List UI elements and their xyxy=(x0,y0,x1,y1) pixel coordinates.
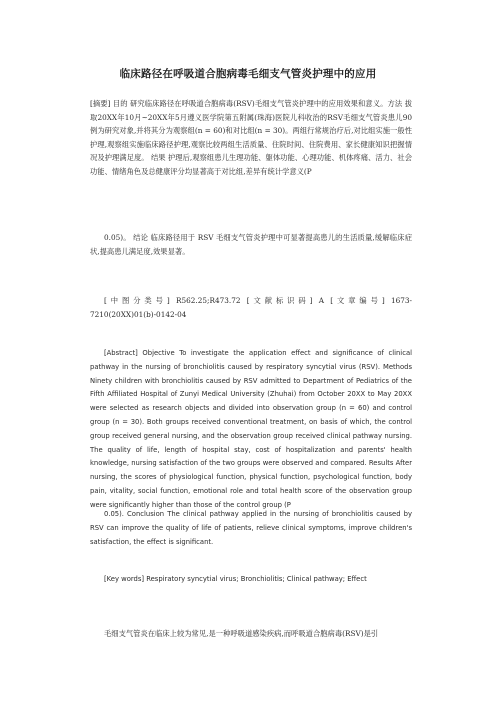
abstract-en-part2: 0.05). Conclusion The clinical pathway applied in the nursing of bronchiolitis caused by RSV can improve the quality of life of patients, relieve clinical symptoms, improve children's satisfaction, the effect is significant. xyxy=(90,510,412,546)
keywords-text: [Key words] Respiratory syncytial virus; Bronchiolitis; Clinical pathway; Effect xyxy=(104,575,367,583)
abstract-en-part1: [Abstract] Objective To investigate the application effect and significance of clinical pathway in the nursing of bronchiolitis caused by respiratory syncytial virus (RSV). Methods Ninety children with bronchiolitis caused by RSV admitted to Department of Pediatrics of the Fifth Affiliated Hospital of Zunyi Medical University (Zhuhai) from October 20XX to May 20XX were selected as research objects and divided into observation group (n = 60) and control group (n = 30). Both groups received conventional treatment, on basis of which, the control group received general nursing, and the observation group received clinical pathway nursing. The quality of life, length of hospital stay, cost of hospitalization and parents' health knowledge, nursing satisfaction of the two groups were observed and compared. Results After nursing, the scores of physiological function, physical function, psychological function, body pain, vitality, social function, emotional role and total health score of the observation group were significantly higher than those of the control group (P xyxy=(90,349,412,509)
abstract-cn-part1: [摘要] 目的 研究临床路径在呼吸道合胞病毒(RSV)毛细支气管炎护理中的应用效果和意义。方法 拔取20XX年10月~20XX年5月遵义医学院第五附属(珠海)医院儿科收治的RSV毛细支气管炎患儿90例为研究对象,并将其分为观察组(n = 60)和对比组(n = 30)。两组行常规治疗后,对比组实施一般性护理,观察组实施临床路径护理,观察比较两组生活质量、住院时间、住院费用、家长健康知识把握情况及护理满足度。 结果 护理后,观察组患儿生理功能、躯体功能、心理功能、机体疼痛、活力、社会功能、情绪角色及总健康评分均显著高于对比组,差异有统计学意义(P xyxy=(90,99,412,176)
keywords-line xyxy=(90,573,412,587)
article-title: 临床路径在呼吸道合胞病毒毛细支气管炎护理中的应用 xyxy=(119,68,377,80)
body-paragraph xyxy=(90,627,412,641)
body-start-text: 毛细支气管炎在临床上较为常见,是一种呼吸道感染疾病,而呼吸道合胞病毒(RSV)是引 xyxy=(104,629,379,638)
abstract-cn-conclusion xyxy=(90,231,412,258)
abstract-cn xyxy=(90,97,412,178)
classification-line xyxy=(90,294,412,321)
abstract-cn-part2: 0.05)。 结论 临床路径用于 RSV 毛细支气管炎护理中可显著提高患儿的生活质量,缓解临床症状,提高患儿满足度,效果显著。 xyxy=(90,233,412,256)
abstract-en-conclusion xyxy=(90,508,412,549)
classification-text: [中图分类号] R562.25;R473.72 [文献标识码] A [文章编号] 1673-7210(20XX)01(b)-0142-04 xyxy=(90,296,412,319)
abstract-en xyxy=(90,347,412,513)
